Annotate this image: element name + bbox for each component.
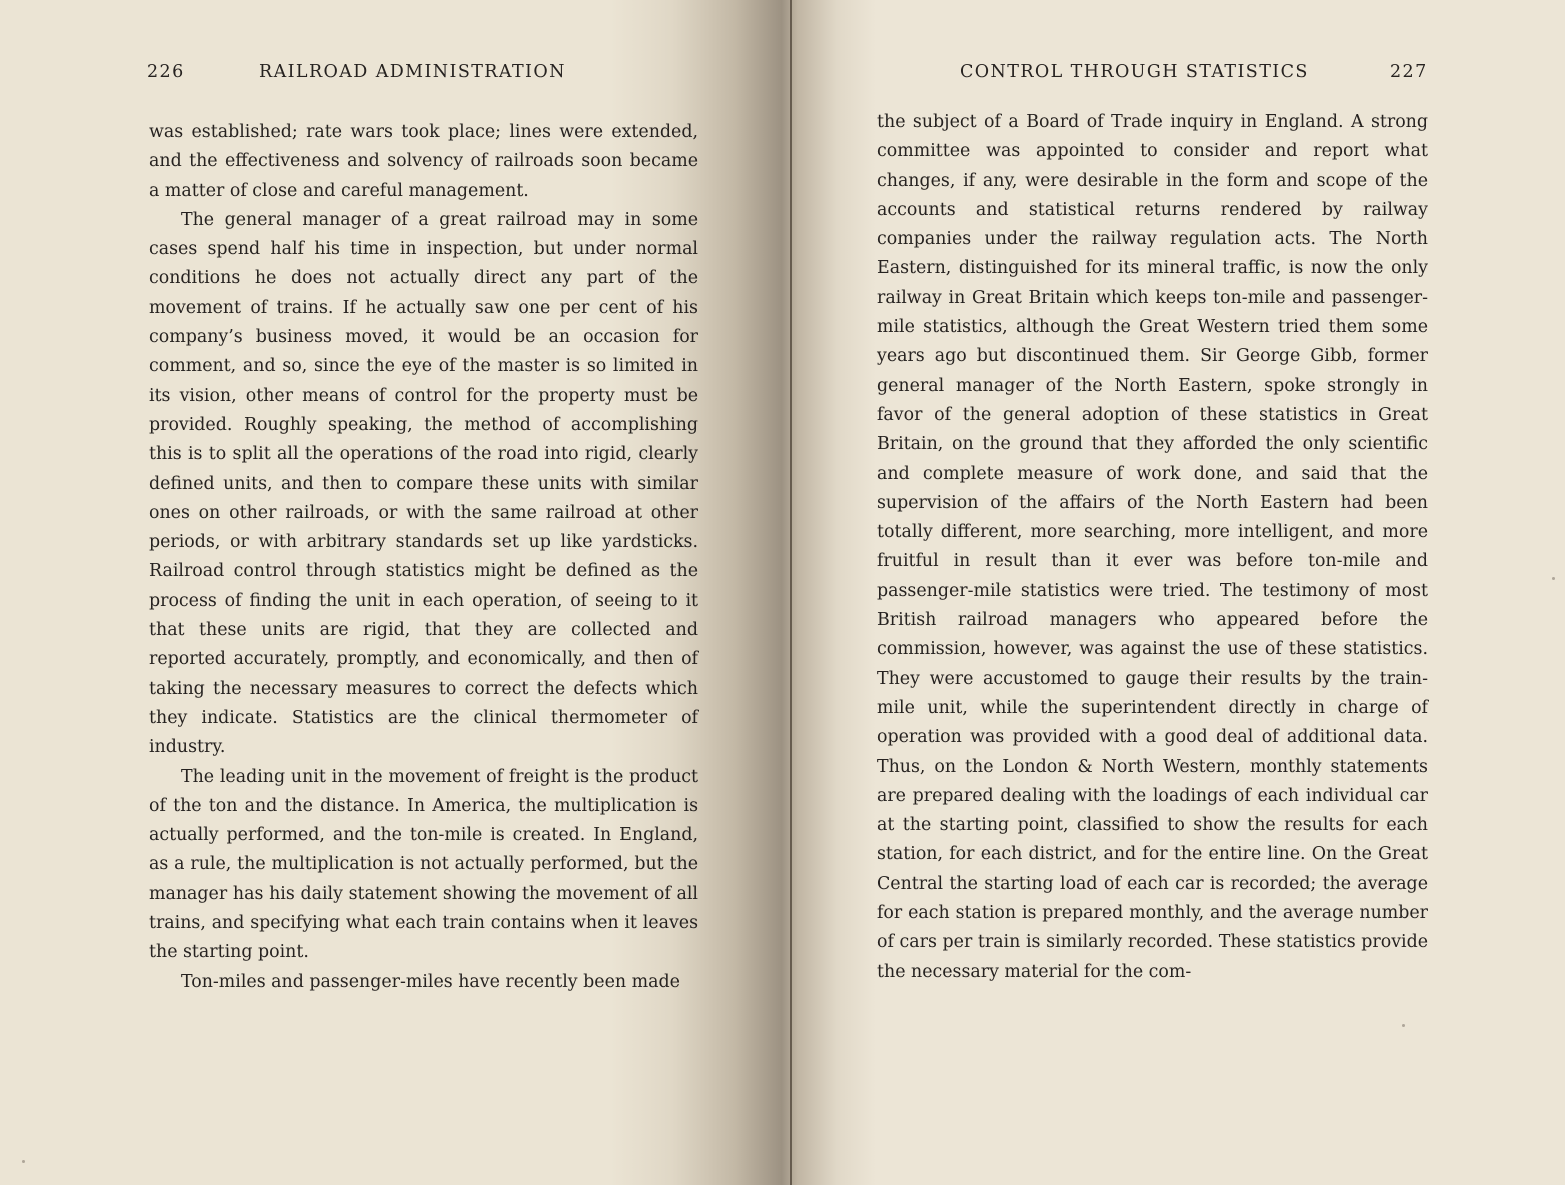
page-number-left: 226 bbox=[147, 62, 185, 82]
left-text-block bbox=[149, 118, 698, 997]
left-paragraph-1: was established; rate wars took place; lines were extended, and the effectiveness and solvency of railroads soon became a matter of close and careful management. bbox=[149, 122, 698, 201]
running-head-title-right: CONTROL THROUGH STATISTICS bbox=[960, 62, 1309, 82]
left-paragraph-3: The leading unit in the movement of freight is the product of the ton and the distance. In America, the multiplication is actually performed, and the ton-mile is created. In England, as a rule, the multiplication is not actually performed, but the manager has his daily statement showing the movement of all trains, and specifying what each train contains when it leaves the starting point. bbox=[149, 766, 698, 963]
right-paragraph-1: the subject of a Board of Trade inquiry in England. A strong committee was appointed to consider and report what changes, if any, were desirable in the form and scope of the accounts and statistical returns rendered by railway companies under the railway regulation acts. The North Eastern, distinguished for its mineral traffic, is now the only railway in Great Britain which keeps ton-mile and passenger-mile statistics, although the Great Western tried them some years ago but discontinued them. Sir George Gibb, former general manager of the North Eastern, spoke strongly in favor of the general adoption of these statistics in Great Britain, on the ground that they afforded the only scientific and complete measure of work done, and said that the supervision of the affairs of the North Eastern had been totally different, more searching, more intelligent, and more fruitful in result than it ever was before ton-mile and passenger-mile statistics were tried. The testimony of most British railroad managers who appeared before the commission, however, was against the use of these statistics. They were accustomed to gauge their results by the train-mile unit, while the superintendent directly in charge of operation was provided with a good deal of additional data. Thus, on the London & North Western, monthly statements are prepared dealing with the loadings of each individual car at the starting point, classified to show the results for each station, for each district, and for the entire line. On the Great Central the starting load of each car is recorded; the average for each station is prepared monthly, and the average number of cars per train is similarly recorded. These statistics provide the necessary material for the com- bbox=[877, 112, 1428, 982]
right-text-block bbox=[877, 108, 1428, 987]
left-page bbox=[0, 0, 782, 1185]
left-paragraph-4: Ton-miles and passenger-miles have recently been made bbox=[181, 971, 680, 992]
paper-speck bbox=[22, 1160, 25, 1163]
paper-speck bbox=[1402, 1024, 1405, 1027]
left-paragraph-2: The general manager of a great railroad may in some cases spend half his time in inspection, but under normal conditions he does not actually direct any part of the movement of trains. If he actually saw one per cent of his company’s business moved, it would be an occasion for comment, and so, since the eye of the master is so limited in its vision, other means of control for the property must be provided. Roughly speaking, the method of accomplishing this is to split all the operations of the road into rigid, clearly defined units, and then to compare these units with similar ones on other railroads, or with the same railroad at other periods, or with arbitrary standards set up like yardsticks. Railroad control through statistics might be defined as the process of finding the unit in each operation, of seeing to it that these units are rigid, that they are collected and reported accurately, promptly, and economically, and then of taking the necessary measures to correct the defects which they indicate. Statistics are the clinical thermometer of industry. bbox=[149, 209, 698, 758]
book-gutter bbox=[790, 0, 792, 1185]
paper-speck bbox=[1552, 577, 1555, 580]
page-number-right: 227 bbox=[1390, 62, 1428, 82]
right-page bbox=[782, 0, 1565, 1185]
running-head-title-left: RAILROAD ADMINISTRATION bbox=[259, 62, 566, 82]
